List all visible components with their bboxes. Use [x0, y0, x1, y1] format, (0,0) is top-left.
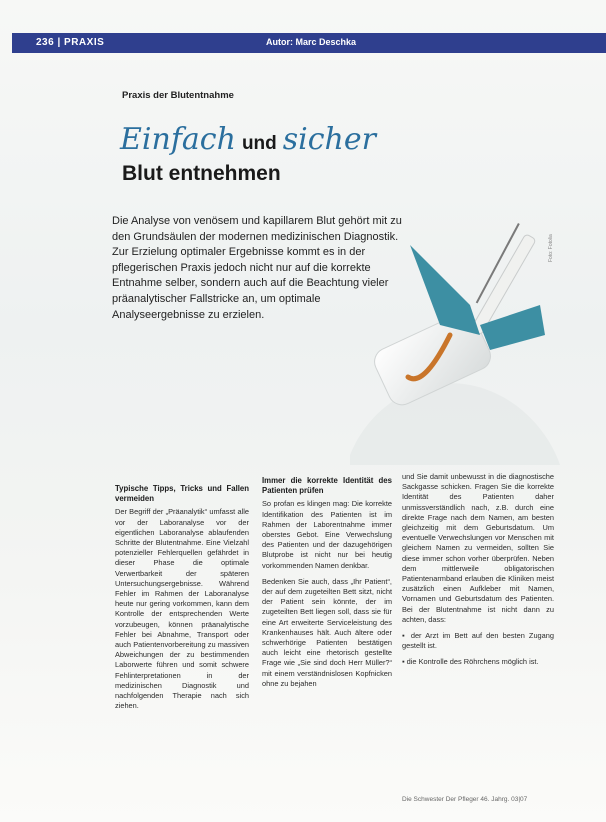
text-column-1	[115, 484, 249, 717]
photo-credit: Foto: Fotolia	[548, 234, 554, 262]
article-kicker: Praxis der Blutentnahme	[122, 90, 234, 101]
column1-heading: Typische Tipps, Tricks und Fallen vermeiden	[115, 484, 249, 504]
page-folio: 236 | PRAXIS	[36, 37, 105, 48]
title-word-einfach: Einfach	[120, 122, 236, 157]
column3-bullet-2: ▪ die Kontrolle des Röhrchens möglich ist.	[402, 657, 539, 667]
column1-paragraph: Der Begriff der „Präanalytik“ umfasst alle vor der Laboranalyse vor der eigentlichen Laboranalyse ablaufenden Schritte der Blutentnahme. Eine Vielzahl potenzieller Fehlerquellen gefährdet in dieser Phase die optimale Verwertbarkeit der späteren Untersuchungsergebnisse. Während Fehler im Rahmen der Laboranalyse heute nur gering vorkommen, kann dem Kontrolle der entsprechenden Werte vorzubeugen, können präanalytische Fehler bei Abnahme, Transport oder auch Patientenvorbereitung zu massiven Abweichungen der zu bestimmenden Laborwerte führen und somit schwere Fehlinterpretationen in der medizinischen Diagnostik und nachfolgenden Therapie nach sich ziehen.	[115, 507, 249, 711]
column2-paragraph-2: Bedenken Sie auch, dass „Ihr Patient“, der auf dem zugeteilten Bett sitzt, nicht der Patient sein könnte, der im zugeteilten Bett liegen soll, dass sie für eine Art erweiterte Serviceleistung des Krankenhauses hält. Auch ältere oder schwerhörige Patienten bestätigen auch leicht eine rhetorisch gestellte Frage wie „Sie sind doch Herr Müller?“ mit einem verständnislosen Kopfnicken ohne zu bejahen	[262, 576, 392, 688]
title-word-sicher: sicher	[282, 122, 376, 157]
article-title-line1	[120, 122, 376, 157]
article-title-line2: Blut entnehmen	[122, 162, 281, 185]
text-column-3	[402, 472, 554, 674]
column2-heading: Immer die korrekte Identität des Patienten prüfen	[262, 476, 392, 496]
article-lead: Die Analyse von venösem und kapillarem Blut gehört mit zu den Grundsäulen der modernen medizinischen Diagnostik. Zur Erzielung optimaler Ergebnisse kommt es in der pflegerischen Praxis jedoch nicht nur auf die korrekte Entnahme selber, sondern auch auf die Beachtung vieler präanalytischer Fallstricke an, um optimale Analyseergebnisse zu erzielen.	[112, 215, 402, 321]
author-line: Autor: Marc Deschka	[266, 37, 357, 47]
column2-paragraph-1: So profan es klingen mag: Die korrekte Identifikation des Patienten ist im Rahmen der Laborentnahme immer oberstes Gebot. Eine Verwechslung des Patienten und der dazugehörigen Blutprobe ist nicht nur bei heutig vorkommenden Namen denkbar.	[262, 499, 392, 570]
column3-bullet-1: ▪ der Arzt im Bett auf den besten Zugang gestellt ist.	[402, 631, 554, 651]
title-word-und: und	[241, 133, 277, 154]
column3-paragraph-1: und Sie damit unbewusst in die diagnostische Sackgasse schicken. Fragen Sie die korrekte Identität des Patienten daher unmissverständlich nach, z.B. durch eine direkte Frage nach dem Namen, am besten gleichzeitig mit dem Geburtsdatum. Um eventuelle Verwechslungen vor Menschen mit gleichem Namen zu vermeiden, sollten Sie diese immer schon vorher überprüfen. Neben dem mittlerweile obligatorischen Patientenarmband erlauben die Kliniken meist zusätzlich einen Aufkleber mit Namen, Vornamen und Geburtsdatum des Patienten. Bei der Blutentnahme ist nicht dann zu achten, dass:	[402, 472, 554, 624]
text-column-2	[262, 476, 392, 695]
page-footer: Die Schwester Der Pfleger 46. Jahrg. 03|07	[402, 796, 528, 803]
